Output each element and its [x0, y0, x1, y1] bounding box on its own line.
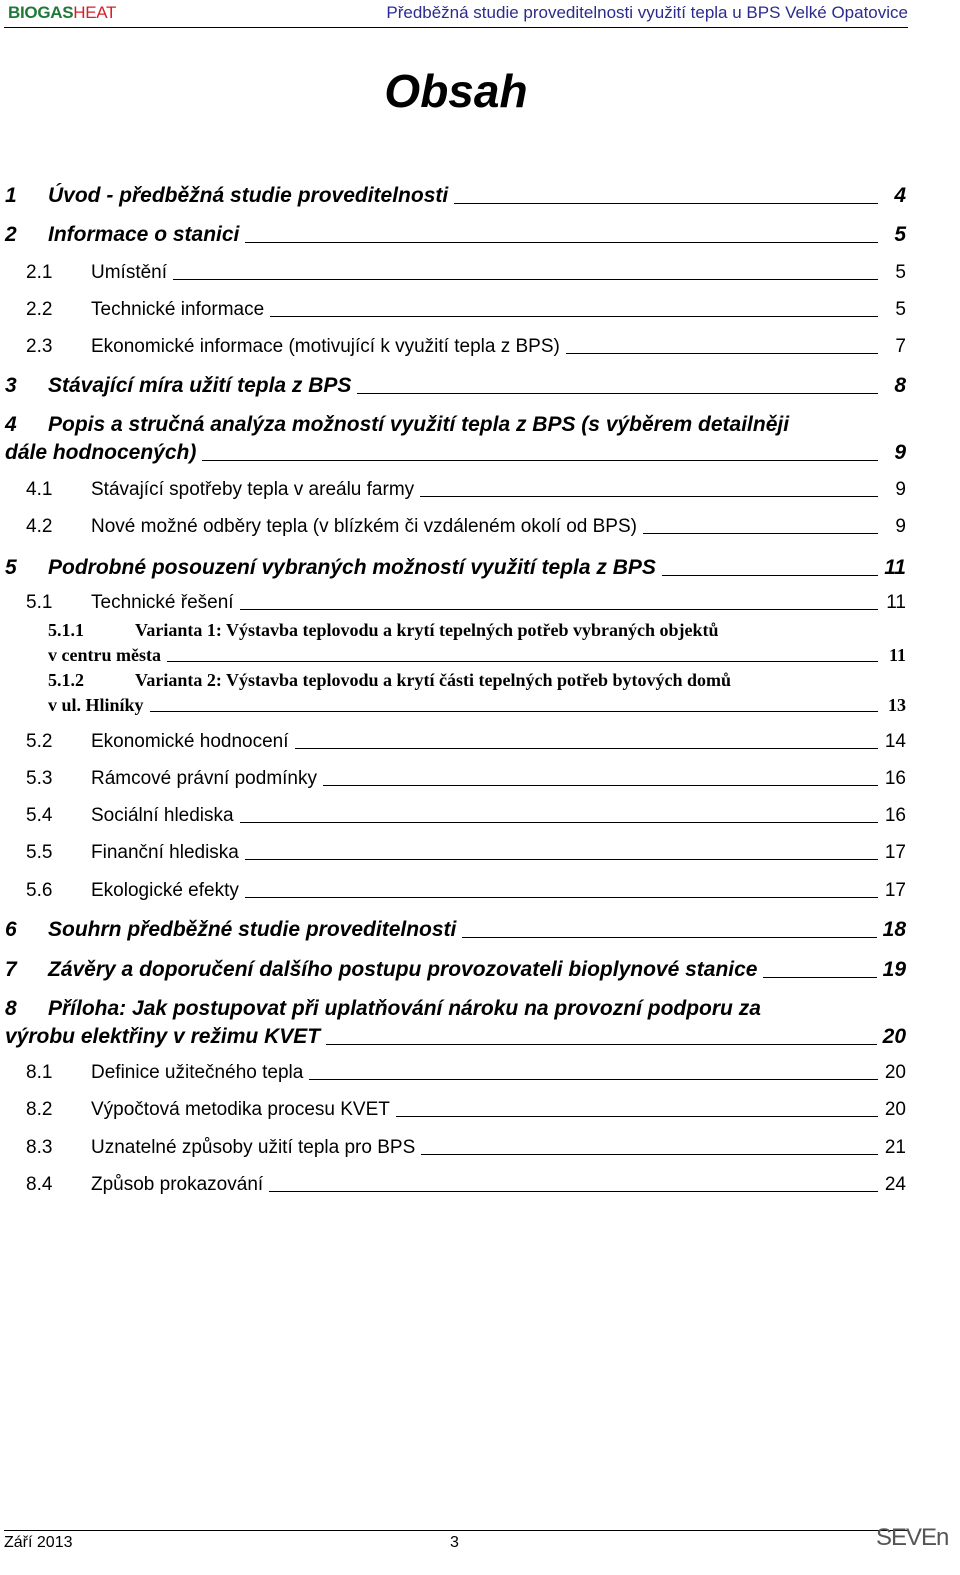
toc-entry-number: 5.1 [26, 592, 53, 613]
toc-entry-title: Úvod - předběžná studie proveditelnosti [48, 184, 449, 207]
toc-entry-page: 11 [884, 556, 906, 579]
toc-entry-number: 5.6 [26, 880, 53, 901]
toc-entry-number: 4 [5, 413, 17, 436]
toc-leader-line [662, 575, 878, 576]
toc-entry-page: 17 [884, 842, 906, 863]
toc-entry-number: 4.2 [26, 516, 53, 537]
toc-entry-page: 11 [886, 592, 906, 613]
toc-entry-page: 20 [884, 1099, 906, 1120]
biogasheat-logo [8, 3, 116, 23]
toc-entry-title: Informace o stanici [48, 223, 240, 246]
toc-entry-title-continued: v ul. Hliníky [48, 695, 144, 715]
toc-entry-title: Souhrn předběžné studie proveditelnosti [48, 918, 457, 941]
toc-leader-line [245, 859, 878, 860]
toc-leader-line [270, 316, 878, 317]
toc-leader-line [326, 1044, 877, 1045]
toc-entry-number: 8 [5, 997, 17, 1020]
toc-leader-line [150, 711, 878, 712]
toc-entry-page: 11 [888, 645, 906, 665]
toc-entry-page: 16 [884, 805, 906, 826]
toc-entry-number: 2.1 [26, 262, 53, 283]
toc-leader-line [309, 1079, 878, 1080]
toc-entry-title: Způsob prokazování [91, 1174, 264, 1195]
toc-entry-page: 4 [894, 184, 906, 207]
toc-leader-line [357, 393, 878, 394]
toc-entry-title: Definice užitečného tepla [91, 1062, 304, 1083]
header-document-title: Předběžná studie proveditelnosti využití tepla u BPS Velké Opatovice [386, 3, 908, 22]
toc-leader-line [421, 1154, 878, 1155]
toc-entry-page: 5 [895, 299, 906, 320]
toc-leader-line [240, 609, 878, 610]
toc-leader-line [454, 203, 878, 204]
footer-page-number: 3 [450, 1534, 459, 1551]
toc-entry-number: 8.1 [26, 1062, 53, 1083]
toc-leader-line [202, 460, 878, 461]
toc-leader-line [420, 496, 878, 497]
toc-entry-number: 5.1.2 [48, 670, 84, 690]
toc-entry-title: Technické informace [91, 299, 265, 320]
toc-leader-line [323, 785, 878, 786]
toc-entry-title: Varianta 2: Výstavba teplovodu a krytí části tepelných potřeb bytových domů [135, 670, 732, 690]
toc-entry-title: Stávající míra užití tepla z BPS [48, 374, 352, 397]
toc-entry-title: Rámcové právní podmínky [91, 768, 317, 789]
toc-leader-line [763, 977, 876, 978]
toc-leader-line [566, 353, 878, 354]
toc-leader-line [240, 822, 878, 823]
toc-entry-number: 2 [5, 223, 17, 246]
toc-leader-line [245, 242, 878, 243]
toc-entry-page: 20 [884, 1062, 906, 1083]
toc-entry-title: Ekonomické informace (motivující k využití tepla z BPS) [91, 336, 560, 357]
toc-entry-number: 8.2 [26, 1099, 53, 1120]
toc-entry-page: 24 [884, 1174, 906, 1195]
toc-entry-page: 13 [888, 695, 906, 715]
toc-entry-page: 9 [894, 441, 906, 464]
toc-entry-title: Umístění [91, 262, 168, 283]
toc-entry-number: 1 [5, 184, 17, 207]
toc-entry-number: 5 [5, 556, 17, 579]
logo-heat-text: HEAT [73, 3, 117, 22]
toc-entry-number: 8.4 [26, 1174, 53, 1195]
toc-entry-title: Příloha: Jak postupovat při uplatňování nároku na provozní podporu za [48, 997, 761, 1020]
toc-entry-number: 6 [5, 918, 17, 941]
toc-entry-page: 7 [895, 336, 906, 357]
toc-leader-line [245, 897, 878, 898]
toc-leader-line [396, 1116, 878, 1117]
footer-date: Září 2013 [4, 1534, 73, 1551]
toc-leader-line [269, 1191, 878, 1192]
toc-entry-title-continued: dále hodnocených) [5, 441, 197, 464]
toc-entry-page: 16 [884, 768, 906, 789]
toc-entry-title: Finanční hlediska [91, 842, 239, 863]
toc-entry-number: 5.1.1 [48, 620, 84, 640]
page-title: Obsah [384, 65, 528, 117]
toc-entry-title: Technické řešení [91, 592, 234, 613]
toc-entry-number: 5.5 [26, 842, 53, 863]
toc-entry-page: 5 [894, 223, 906, 246]
toc-entry-number: 8.3 [26, 1137, 53, 1158]
toc-entry-title: Závěry a doporučení dalšího postupu provozovateli bioplynové stanice [48, 958, 758, 981]
toc-entry-page: 9 [895, 479, 906, 500]
seven-logo: SEVEn [876, 1524, 949, 1551]
toc-leader-line [643, 533, 878, 534]
toc-entry-title: Výpočtová metodika procesu KVET [91, 1099, 390, 1120]
toc-entry-page: 17 [884, 880, 906, 901]
toc-entry-number: 2.3 [26, 336, 53, 357]
toc-entry-number: 3 [5, 374, 17, 397]
toc-entry-title: Sociální hlediska [91, 805, 234, 826]
toc-entry-page: 18 [882, 918, 906, 941]
page-header [4, 0, 908, 28]
toc-leader-line [295, 748, 878, 749]
toc-entry-page: 5 [895, 262, 906, 283]
toc-entry-title: Popis a stručná analýza možností využití tepla z BPS (s výběrem detailněji [48, 413, 790, 436]
toc-entry-page: 21 [884, 1137, 906, 1158]
toc-entry-number: 7 [5, 958, 17, 981]
toc-entry-page: 19 [882, 958, 906, 981]
toc-entry-title: Stávající spotřeby tepla v areálu farmy [91, 479, 415, 500]
toc-entry-page: 20 [882, 1025, 906, 1048]
toc-entry-title: Nové možné odběry tepla (v blízkém či vzdáleném okolí od BPS) [91, 516, 637, 537]
toc-leader-line [173, 279, 878, 280]
toc-entry-title-continued: výrobu elektřiny v režimu KVET [5, 1025, 321, 1048]
logo-bio-text: BIOGAS [8, 3, 74, 22]
toc-entry-number: 2.2 [26, 299, 53, 320]
toc-entry-number: 4.1 [26, 479, 53, 500]
toc-entry-page: 14 [884, 731, 906, 752]
toc-entry-number: 5.3 [26, 768, 53, 789]
toc-entry-page: 8 [894, 374, 906, 397]
toc-entry-number: 5.2 [26, 731, 53, 752]
toc-entry-title-continued: v centru města [48, 645, 161, 665]
toc-leader-line [167, 661, 878, 662]
toc-entry-title: Varianta 1: Výstavba teplovodu a krytí tepelných potřeb vybraných objektů [135, 620, 719, 640]
toc-entry-page: 9 [895, 516, 906, 537]
toc-entry-title: Ekonomické hodnocení [91, 731, 289, 752]
toc-entry-number: 5.4 [26, 805, 53, 826]
toc-entry-title: Podrobné posouzení vybraných možností využití tepla z BPS [48, 556, 656, 579]
toc-leader-line [462, 937, 876, 938]
page-footer [4, 1530, 908, 1561]
toc-entry-title: Uznatelné způsoby užití tepla pro BPS [91, 1137, 416, 1158]
toc-entry-title: Ekologické efekty [91, 880, 239, 901]
